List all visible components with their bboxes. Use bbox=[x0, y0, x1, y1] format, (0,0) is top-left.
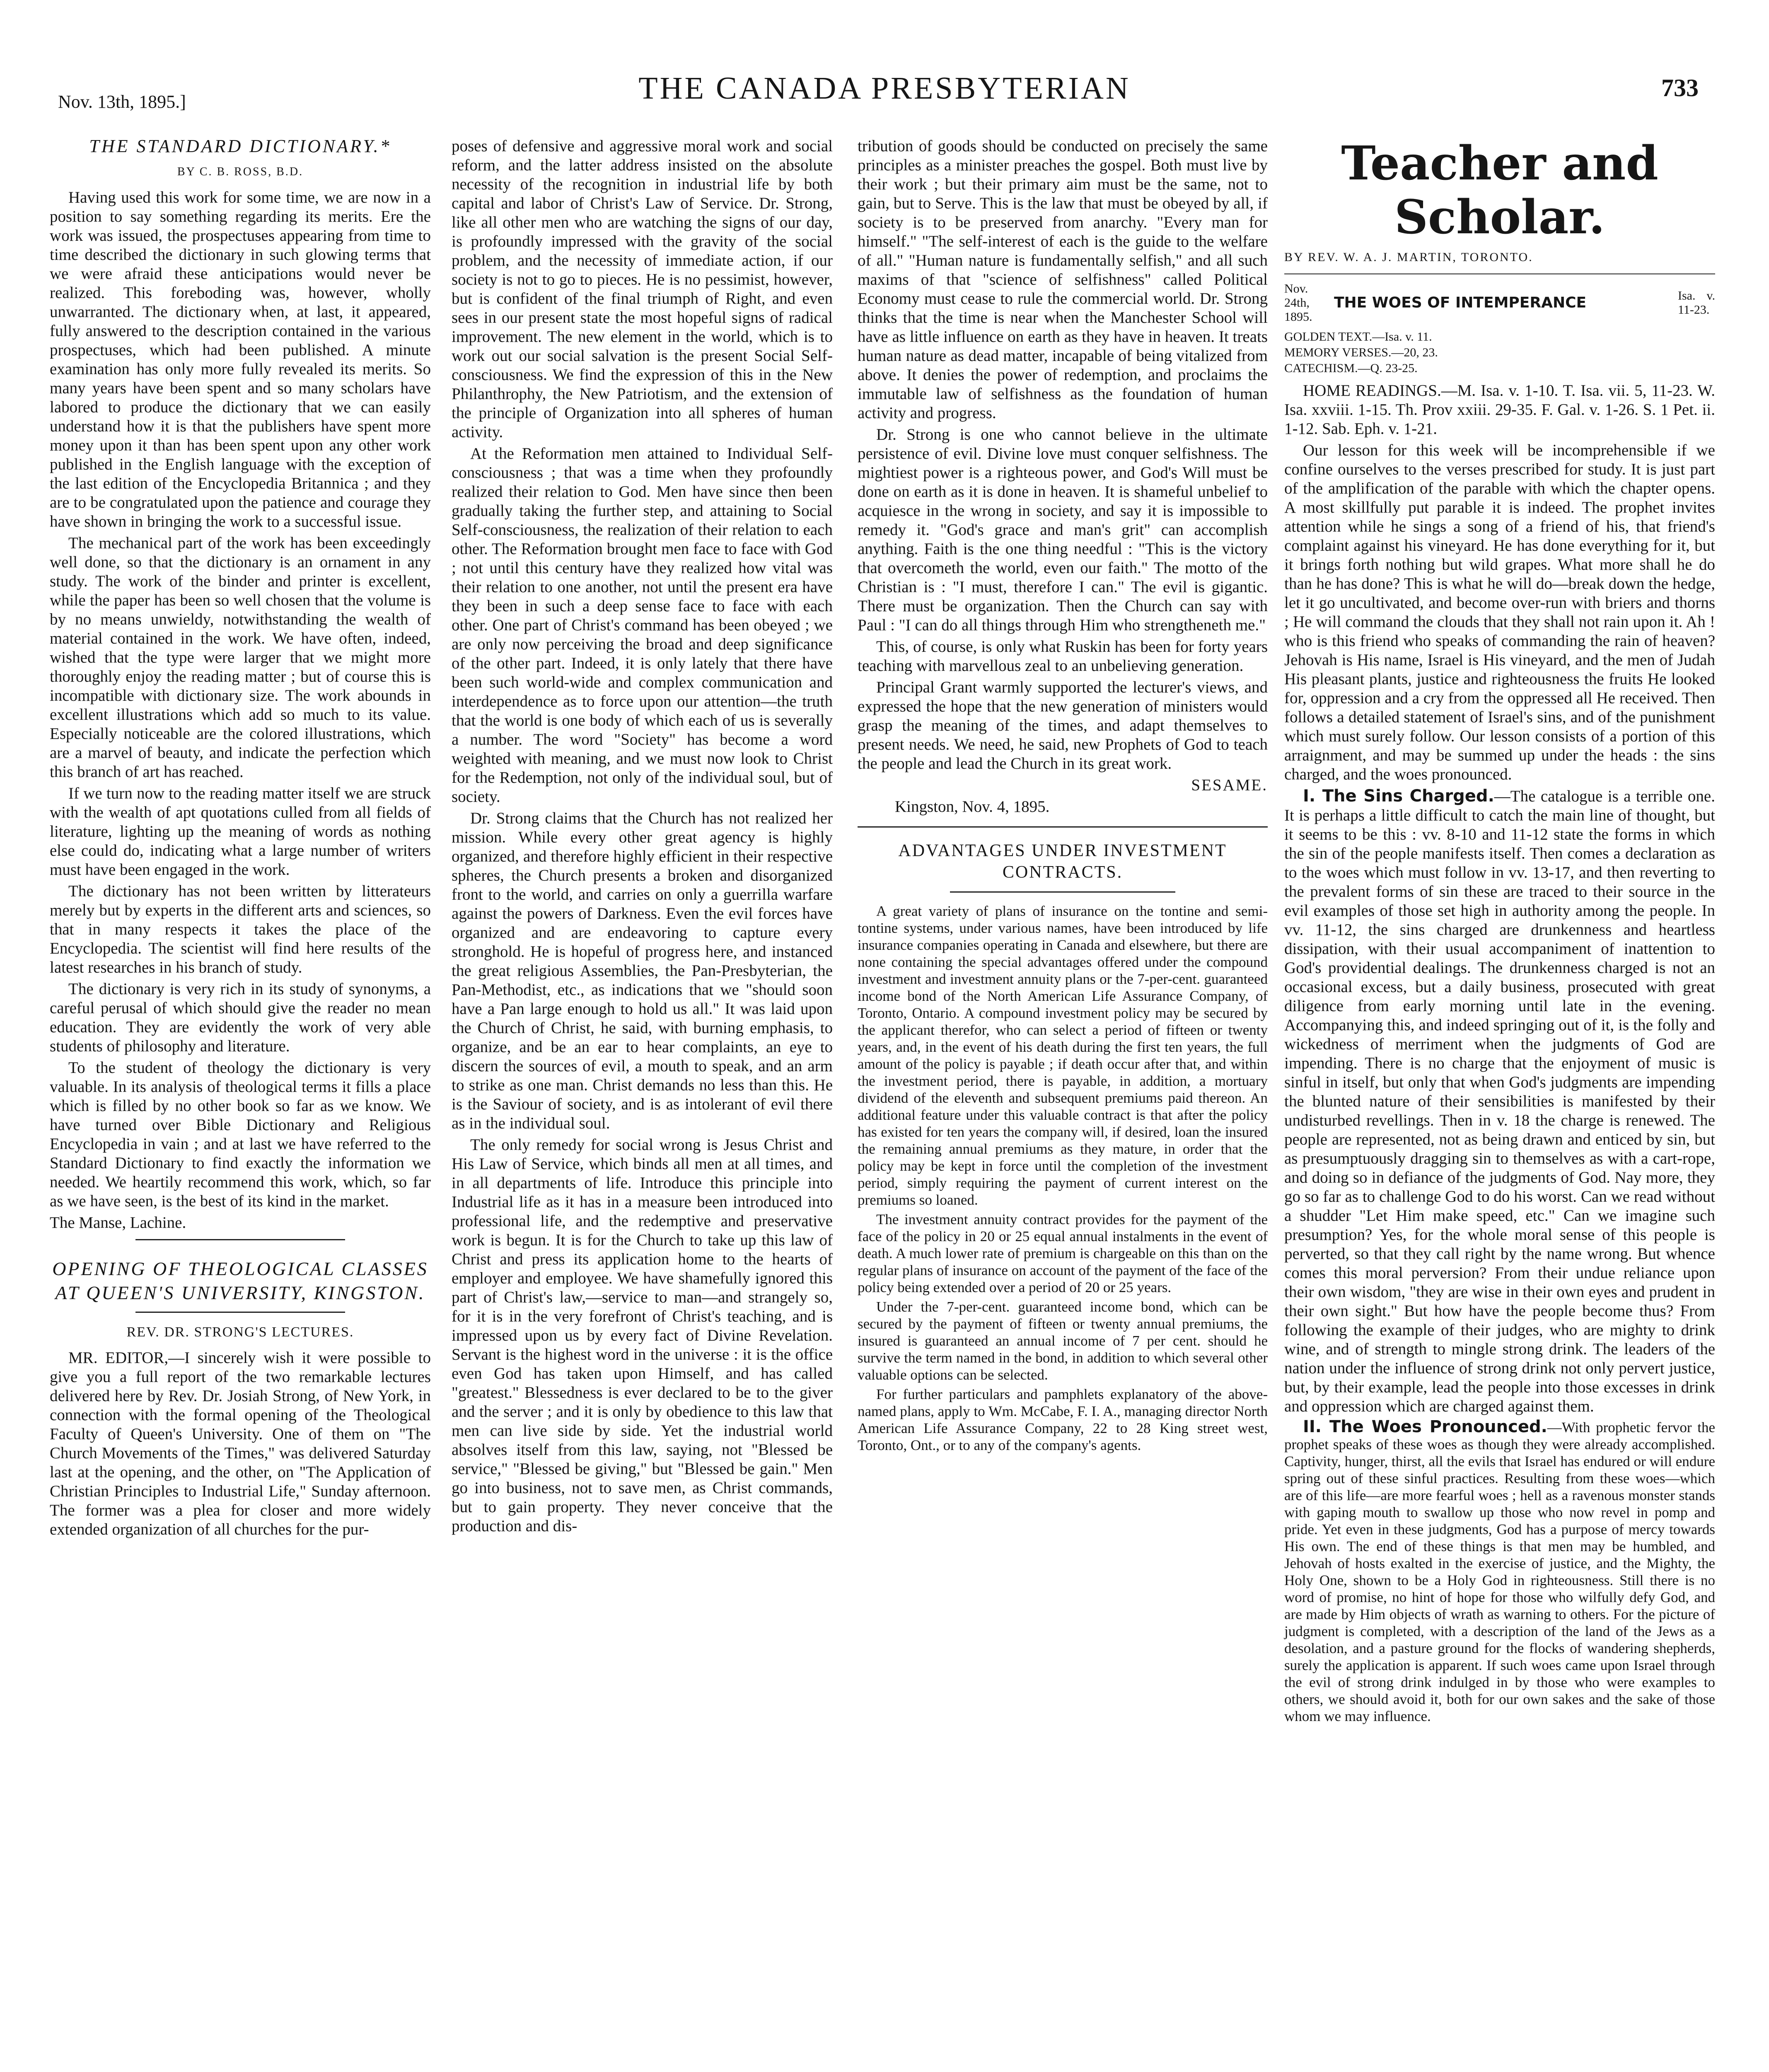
column-2 bbox=[452, 137, 833, 1538]
memory-verses: MEMORY VERSES.—20, 23. bbox=[1284, 346, 1438, 359]
divider bbox=[858, 826, 1268, 828]
paragraph: The only remedy for social wrong is Jesus Christ and His Law of Service, which binds all men at all times, and in all departments of life. Introduce this principle into Industrial life as it has in a measure been introduced into professional life, and the redemptive and preservative work is begun. It is for the Church to take up this law of Christ and press its application home to the hearts of employer and employee. We have shamefully ignored this part of Christ's law,—service to man—and strangely so, for it is in the very forefront of Christ's teaching, and is impressed upon us by every fact of Divine Revelation. Servant is the highest word in the universe : it is the office even God has taken upon Himself, and has called "greatest." Blessedness is ever declared to be to the giver and the server ; and it is only by obedience to this law that men can live side by side. Yet the industrial world absolves itself from this law, saying, not "Blessed be service," "Blessed be giving," but "Blessed be gain." Men go into business, not to save men, as Christ commands, but to gain property. They never conceive that the production and dis- bbox=[452, 1136, 833, 1535]
advertisement-body bbox=[858, 903, 1268, 1454]
lesson-title: THE WOES OF INTEMPERANCE bbox=[1334, 294, 1587, 311]
paragraph: A great variety of plans of insurance on the tontine and semi-tontine systems, under various names, have been introduced by life insurance companies operating in Canada and elsewhere, but there are none containing the special advantages offered under the compound investment and investment annuity plans or the 7-per-cent. guaranteed income bond of the North American Life Assurance Company, of Toronto, Ontario. A compound investment policy may be secured by the applicant therefor, who can select a period of fifteen or twenty years, and, in the event of his death during the first ten years, the full amount of the policy is payable ; if death occur after that, and within the investment period, there is payable, in addition, a mortuary dividend of the eleventh and subsequent premiums paid thereon. An additional feature under this valuable contract is that after the policy has existed for ten years the company will, if desired, loan the insured the remaining annual premiums as they mature, in order that the policy may be kept in force until the completion of the investment period, simply requiring the payment of current interest on the premiums so loaned. bbox=[858, 903, 1268, 1208]
paragraph: MR. EDITOR,—I sincerely wish it were possible to give you a full report of the two remarkable lectures delivered here by Rev. Dr. Josiah Strong, of New York, in connection with the formal opening of the Theological Faculty of Queen's University. One of them on "The Church Movements of the Times," was delivered Saturday last at the opening, and the other, on "The Application of Christian Principles to Industrial Life," Sunday afternoon. The former was a plea for closer and more widely extended organization of all churches for the pur- bbox=[50, 1349, 431, 1538]
paragraph: Dr. Strong claims that the Church has not realized her mission. While every other great agency is highly organized, and therefore highly efficient in their respective spheres, the Church presents a broken and disorganized front to the world, and carries on only a guerrilla warfare against the powers of Darkness. Even the evil forces have organized and are endeavoring to capture every stronghold. He is hopeful of progress here, and instanced the great religious Assemblies, the Pan-Presbyterian, the Pan-Methodist, etc., as indications that we "should soon have a Pan large enough to hold us all." It was laid upon the Church of Christ, he said, with burning emphasis, to organize, and be an ear to hear complaints, an eye to discern the sources of evil, a mouth to speak, and an arm to strike as one man. Christ demands no less than this. He is the Saviour of society, and is as intolerant of evil there as in the individual soul. bbox=[452, 809, 833, 1132]
article-subheading: REV. DR. STRONG'S LECTURES. bbox=[126, 1324, 354, 1340]
paragraph: If we turn now to the reading matter itself we are struck with the wealth of apt quotations culled from all fields of literature, lighting up the meaning of words as nothing else could do, indicating what a large number of writers must have been engaged in the work. bbox=[50, 784, 431, 879]
paragraph: tribution of goods should be conducted on precisely the same principles as a minister preaches the gospel. Both must live by their work ; but their primary aim must be the same, not to gain, but to Serve. This is the law that must be obeyed by all, if society is to be preserved from anarchy. "Every man for himself." "The self-interest of each is the guide to the welfare of all." "Human nature is fundamentally selfish," and all such maxims of that "science of selfishness" called Political Economy must cease to rule the commercial world. Dr. Strong thinks that the time is near when the Manchester School will have as little influence on earth as they have in heaven. It treats human nature as dead matter, incapable of being vitalized from above. It denies the power of redemption, and proclaims the immutable law of selfishness as the foundation of human activity and progress. bbox=[858, 137, 1268, 422]
lesson-details bbox=[1284, 329, 1715, 376]
paragraph: The mechanical part of the work has been exceedingly well done, so that the dictionary is an ornament in any study. The work of the binder and printer is excellent, while the paper has been so well chosen that the volume is by no means unwieldy, notwithstanding the wealth of material contained in the work. We have often, indeed, wished that the type were larger that we might more thoroughly enjoy the reading matter ; but of course this is incompatible with dictionary size. The work abounds in excellent illustrations which add so much to its value. Especially noticeable are the colored illustrations, which are a marvel of beauty, and indicate the perfection which this branch of art has reached. bbox=[50, 534, 431, 781]
paragraph: Having used this work for some time, we are now in a position to say something regarding its merits. Ere the work was issued, the prospectuses appearing from time to time described the dictionary in such glowing terms that we were afraid these anticipations would never be realized. This foreboding was, however, wholly unwarranted. The dictionary when, at last, it appeared, fully answered to the description contained in the various prospectuses, which had been published. A minute examination has only more fully revealed its merits. So many years have been spent and so many scholars have labored to produce the dictionary that we can easily understand how it is that the publishers have spent more money upon it than has been spent upon any other work published in the English language with the exception of the last edition of the Encyclopedia Britannica ; and they are to be congratulated upon the patience and courage they have shown in bringing the work to a successful issue. bbox=[50, 189, 431, 530]
article-dateline: Kingston, Nov. 4, 1895. bbox=[895, 798, 1050, 816]
lesson-heading bbox=[1284, 282, 1715, 324]
article-title-queens: OPENING OF THEOLOGICAL CLASSES AT QUEEN'S UNIVERSITY, KINGSTON. bbox=[52, 1258, 428, 1303]
issue-date: Nov. 13th, 1895.] bbox=[58, 92, 186, 112]
section-byline: BY REV. W. A. J. MARTIN, TORONTO. bbox=[1284, 250, 1533, 264]
paragraph: The dictionary has not been written by litterateurs merely but by experts in the different arts and sciences, so that in many respects it takes the place of the Encyclopedia. The scientist will find here results of the latest researches in his branch of study. bbox=[50, 882, 431, 976]
lesson-reference: Isa. v. 11-23. bbox=[1678, 289, 1715, 317]
article-title-investment: ADVANTAGES UNDER INVESTMENT CONTRACTS. bbox=[898, 841, 1227, 882]
page-number: 733 bbox=[1661, 74, 1699, 102]
article-signature: The Manse, Lachine. bbox=[50, 1214, 186, 1232]
paragraph: This, of course, is only what Ruskin has been for forty years teaching with marvellous zeal to an unbelieving generation. bbox=[858, 638, 1268, 675]
catechism: CATECHISM.—Q. 23-25. bbox=[1284, 361, 1418, 375]
paragraph: The investment annuity contract provides for the payment of the face of the policy in 20 or 25 equal annual instalments in the event of death. A much lower rate of premium is chargeable on this than on the regular plans of insurance on account of the payment of the face of the policy being extended over a period of 20 or 25 years. bbox=[858, 1211, 1268, 1295]
paragraph: Dr. Strong is one who cannot believe in the ultimate persistence of evil. Divine love must conquer selfishness. The mightiest power is a righteous power, and God's Will must be done on earth as it is done in heaven. It is shameful unbelief to acquiesce in the wrong in society, and say it is impossible to remedy it. "God's grace and man's grit" can accomplish anything. Faith is the one thing needful : "This is the victory that overcometh the world, even our faith." The motto of the Christian is : "I must, therefore I can." The evil is gigantic. There must be organization. Then the Church can say with Paul : "I can do all things through Him who strengtheneth me." bbox=[858, 426, 1268, 634]
column-3 bbox=[858, 137, 1268, 1456]
article-title-dictionary: THE STANDARD DICTIONARY.* bbox=[89, 136, 392, 156]
home-readings: HOME READINGS.—M. Isa. v. 1-10. T. Isa. vii. 5, 11-23. W. Isa. xxviii. 1-15. Th. Prov xxiii. 29-35. F. Gal. v. 1-26. S. 1 Pet. ii. 1-12. Sab. Eph. v. 1-21. bbox=[1284, 382, 1715, 438]
column-4 bbox=[1284, 137, 1715, 1727]
article-byline: BY C. B. ROSS, B.D. bbox=[177, 165, 304, 178]
golden-text: GOLDEN TEXT.—Isa. v. 11. bbox=[1284, 330, 1432, 344]
divider bbox=[135, 1239, 345, 1240]
section-heading: I. The Sins Charged. bbox=[1303, 787, 1494, 806]
paragraph: Under the 7-per-cent. guaranteed income bond, which can be secured by the payment of fifteen or twenty annual premiums, the insured is guaranteed an annual income of 7 per cent. should he survive the term named in the bond, in addition to which several other valuable options can be selected. bbox=[858, 1299, 1268, 1383]
paragraph: Principal Grant warmly supported the lecturer's views, and expressed the hope that the new generation of ministers would grasp the meaning of the times, and adapt themselves to present needs. We need, he said, new Prophets of God to teach the people and lead the Church in its great work. bbox=[858, 678, 1268, 772]
section-woes-pronounced bbox=[1284, 1418, 1715, 1725]
column-1 bbox=[50, 137, 431, 1542]
divider bbox=[135, 1312, 345, 1313]
section-text: —The catalogue is a terrible one. It is perhaps a little difficult to catch the main line of thought, but it seems to be this : vv. 8-10 and 11-12 state the forms in which the sin of the people manifests itself. Then comes a declaration as to the woes which must follow in vv. 13-17, and then reverting to the prevalent forms of sin these are traced to their source in the evil examples of those set high in authority among the people. In vv. 11-12, the sins charged are drunkenness and heartless dissipation, with their usual accompaniment of inattention to God's providential dealings. The drunkenness charged is not an occasional excess, but a daily business, prosecuted with great diligence from early morning until late in the evening. Accompanying this, and indeed springing out of it, is the folly and wickedness of merriment when the judgments of God are impending. There is no charge that the enjoyment of music is sinful in itself, but only that when God's judgments are impending the blunted nature of their sensibilities is manifested by their undisturbed revellings. Then in v. 18 the charge is renewed. The people are represented, not as being drawn and enticed by sin, but as presumptuously dragging sin to themselves as with a cart-rope, and doing so in defiance of the judgments of God. Nay more, they go so far as to challenge God to do his worst. Can we read without a shudder "Let Him make speed, etc." Can we imagine such presumption? Yes, for the whole moral sense of this people is perverted, so that they call right by the name wrong. But whence comes this moral perversion? From their undue reliance upon their own wisdom, "they are wise in their own eyes and prudent in their own sight." But how have the people become thus? From following the example of their judges, who are mighty to drink wine, and of strength to mingle strong drink. The leaders of the nation under the influence of strong drink not only pervert justice, but, by their example, lead the people into those excesses in drink and oppression which are charged against them. bbox=[1284, 787, 1715, 1415]
paragraph: Our lesson for this week will be incomprehensible if we confine ourselves to the verses prescribed for study. It is just part of the amplification of the parable with which the chapter opens. A most skillfully put parable it is indeed. The prophet invites attention while he sings a song of a friend of his, that friend's complaint against his vineyard. He has done everything for it, but it brings forth nothing but wild grapes. What more shall he do than he has done? This is what he will do—break down the hedge, let it go uncultivated, and become over-run with briers and thorns ; He will command the clouds that they shall not rain upon it. Ah ! who is this friend who speaks of commanding the rain of heaven? Jehovah is His name, Israel is His vineyard, and the men of Judah His pleasant plants, justice and righteousness the fruits He looked for, oppression and a cry from the oppressed all He received. Then follows a detailed statement of Israel's sins, and of the punishment which must surely follow. Our lesson consists of a portion of this arraignment, and may be summed up under the heads : the sins charged, and the woes pronounced. bbox=[1284, 441, 1715, 783]
article-signature: SESAME. bbox=[1191, 776, 1268, 794]
section-title-teacher-scholar: Teacher and Scholar. bbox=[1341, 136, 1658, 244]
paragraph: For further particulars and pamphlets explanatory of the above-named plans, apply to Wm. McCabe, F. I. A., managing director North American Life Assurance Company, 22 to 28 King street west, Toronto, Ont., or to any of the company's agents. bbox=[858, 1386, 1268, 1453]
paragraph: To the student of theology the dictionary is very valuable. In its analysis of theological terms it fills a place which is filled by no other book so far as we know. We have turned over Bible Dictionary and Religious Encyclopedia in vain ; and at last we have referred to the Standard Dictionary to find exactly the information we needed. We heartily recommend this work, which, so far as we have seen, is the best of its kind in the market. bbox=[50, 1059, 431, 1210]
lesson-date: Nov. 24th, 1895. bbox=[1284, 282, 1312, 324]
paragraph: poses of defensive and aggressive moral work and social reform, and the latter address insisted on the absolute necessity of the recognition in industrial life by both capital and labor of Christ's Law of Service. Dr. Strong, like all other men who are watching the signs of our day, is profoundly impressed with the gravity of the social problem, and the necessity of immediate action, if our society is not to go to pieces. He is no pessimist, however, but is confident of the final triumph of Right, and even sees in our present state the most hopeful signs of radical improvement. The new element in the world, which is to work out our social salvation is the present Social Self-consciousness. We find the expression of this in the New Philanthrophy, the New Patriotism, and the extension of the principle of Organization into all spheres of human activity. bbox=[452, 137, 833, 441]
page-header bbox=[0, 62, 1769, 112]
paragraph: The dictionary is very rich in its study of synonyms, a careful perusal of which should give the reader no mean education. They are evidently the work of very able students of philosophy and literature. bbox=[50, 980, 431, 1055]
paragraph: At the Reformation men attained to Individual Self-consciousness ; that was a time when they profoundly realized their relation to God. Men have since then been gradually taking the further step, and attaining to Social Self-consciousness, the realization of their relation to each other. The Reformation brought men face to face with God ; not until this century have they realized how vital was their relation to one another, not until the present era have they been in such a deep sense face to face with each other. One part of Christ's command has been obeyed ; we are only now perceiving the broad and deep significance of the other part. Indeed, it is only lately that there have been such world-wide and complex communication and interdependence as to force upon our attention—the truth that the world is one body of which each of us is severally a number. The word "Society" has become a word weighted with meaning, and we must now look to Christ for the Redemption, not only of the individual soul, but of society. bbox=[452, 445, 833, 806]
section-sins-charged bbox=[1284, 787, 1715, 1416]
section-heading: II. The Woes Pronounced. bbox=[1303, 1417, 1547, 1436]
section-text: —With prophetic fervor the prophet speaks of these woes as though they were already accomplished. Captivity, hunger, thirst, all the evils that Israel has endured or will endure spring out of these sinful practices. Resulting from these woes—which are of this life—are more fearful woes ; hell as a ravenous monster stands with gaping mouth to swallow up those who now revel in pomp and pride. Yet even in these judgments, God has a purpose of mercy towards His own. The end of these things is that men may be humbled, and Jehovah of hosts exalted in the exercise of justice, and the Mighty, the Holy One, shown to be a Holy God in righteousness. Still there is no word of promise, no hint of hope for those who wilfully defy God, and are made by Him objects of wrath as warning to others. For the picture of judgment is completed, with a description of the land of the Jews as a desolation, and a pasture ground for the flocks of wandering shepherds, surely the application is apparent. If such woes came upon Israel through the evil of strong drink indulged in by those who were examples to others, we should avoid it, both for our own sakes and the sake of those whom we may influence. bbox=[1284, 1419, 1716, 1724]
divider bbox=[950, 891, 1176, 893]
masthead-title: THE CANADA PRESBYTERIAN bbox=[638, 71, 1131, 106]
